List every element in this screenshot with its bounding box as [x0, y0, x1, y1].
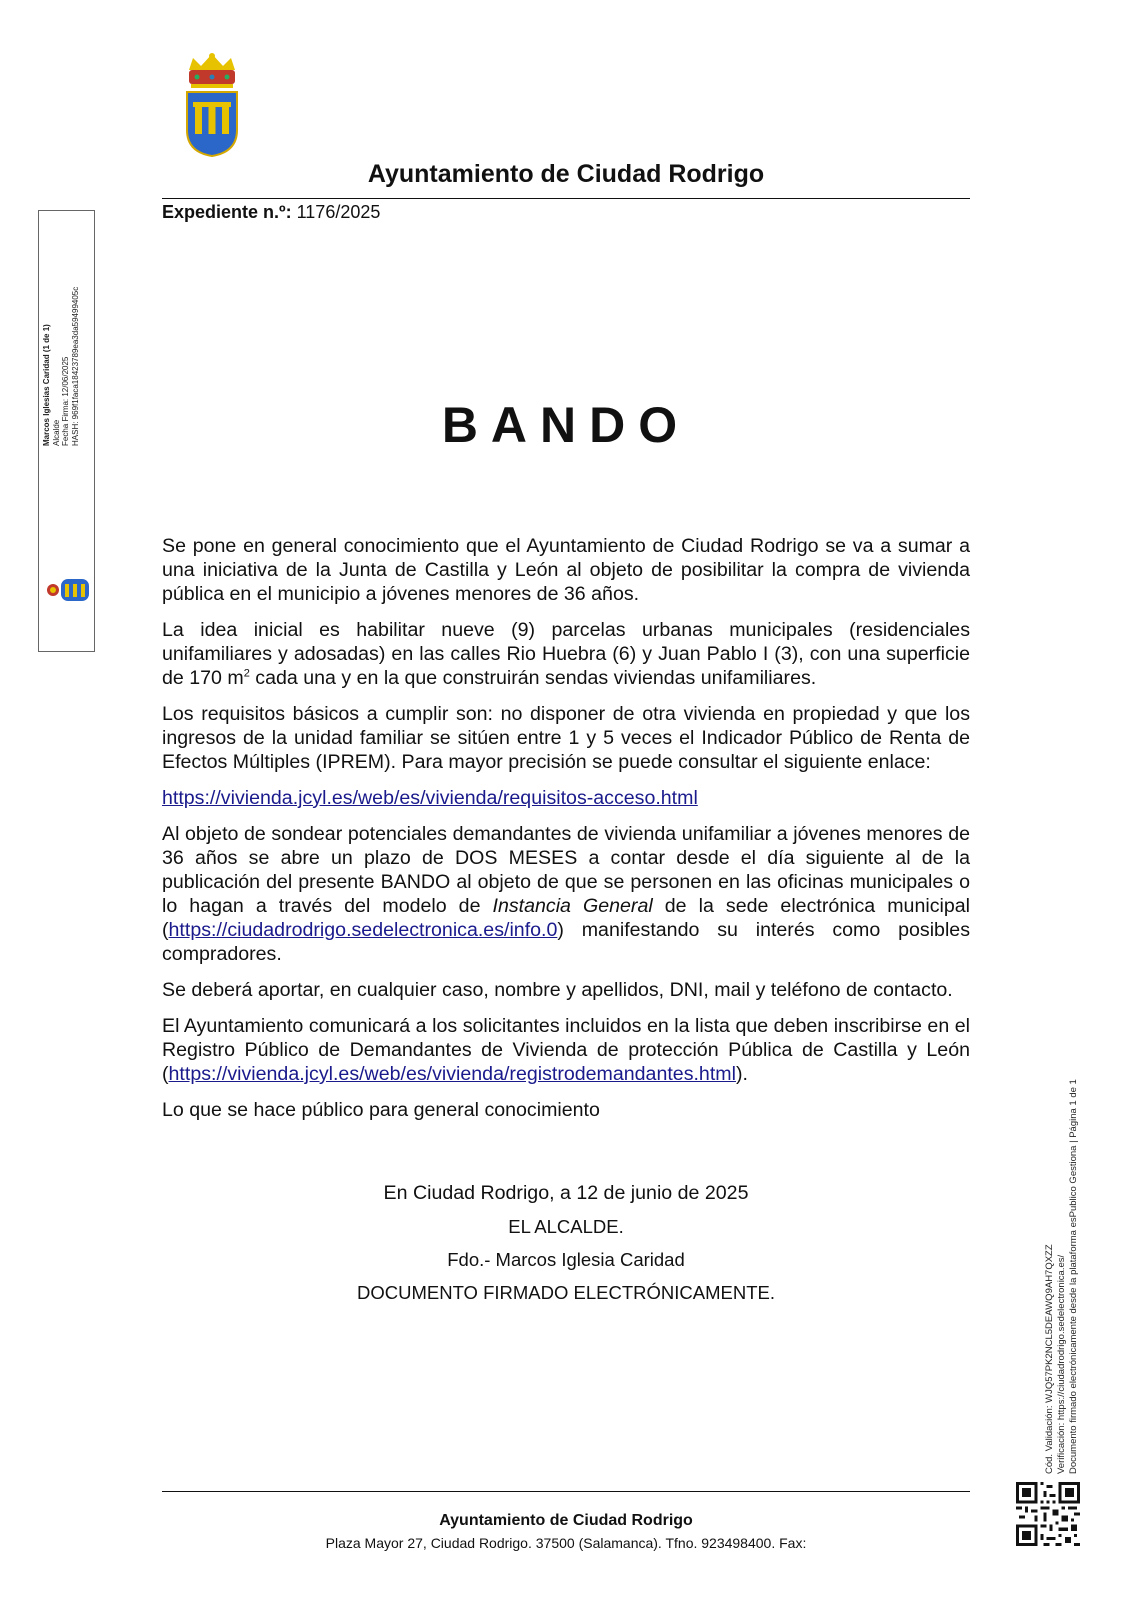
- expediente-value: 1176/2025: [296, 202, 381, 222]
- paragraph-7: Lo que se hace público para general conocimiento: [162, 1099, 600, 1121]
- expediente-line: [162, 202, 380, 223]
- coat-of-arms-icon: [183, 52, 241, 158]
- signer-role: EL ALCALDE.: [508, 1216, 624, 1237]
- header-divider: [162, 198, 970, 199]
- requisitos-acceso-link[interactable]: https://vivienda.jcyl.es/web/es/vivienda/requisitos-acceso.html: [162, 787, 698, 809]
- footer-divider: [162, 1491, 970, 1492]
- closing-block: [162, 1182, 970, 1315]
- paragraph-3: Los requisitos básicos a cumplir son: no disponer de otra vivienda en propiedad y que los ingresos de la unidad familiar se sitúen entre 1 y 5 veces el Indicador Público de Renta de Efectos Múltiples (IPREM). Para mayor precisión se puede consultar el siguiente enlace:: [162, 703, 970, 773]
- paragraph-2-part-b: cada una y en la que construirán sendas viviendas unifamiliares.: [249, 667, 817, 689]
- instancia-general-text: Instancia General: [492, 895, 653, 917]
- registro-demandantes-link[interactable]: https://vivienda.jcyl.es/web/es/vivienda/registrodemandantes.html: [168, 1063, 736, 1085]
- paragraph-6: [162, 1014, 970, 1086]
- signer-name: Fdo.- Marcos Iglesia Caridad: [447, 1249, 685, 1270]
- qr-code-icon[interactable]: [1016, 1482, 1080, 1546]
- paragraph-2: [162, 618, 970, 690]
- platform-note: Documento firmado electrónicamente desde la plataforma esPublico Gestiona | Página 1 de 1: [1068, 1079, 1079, 1474]
- signature-signer: Marcos Iglesias Caridad (1 de 1): [42, 324, 51, 446]
- sede-electronica-link[interactable]: https://ciudadrodrigo.sedelectronica.es/info.0: [168, 919, 558, 941]
- signature-stamp-box: [38, 210, 95, 652]
- expediente-label: Expediente n.º:: [162, 202, 292, 222]
- small-coat-of-arms-icon: [45, 576, 91, 604]
- footer-address: Plaza Mayor 27, Ciudad Rodrigo. 37500 (Salamanca). Tfno. 923498400. Fax:: [325, 1535, 807, 1551]
- paragraph-5: Se deberá aportar, en cualquier caso, nombre y apellidos, DNI, mail y teléfono de contacto.: [162, 979, 953, 1001]
- page-header-title: Ayuntamiento de Ciudad Rodrigo: [367, 160, 765, 188]
- paragraph-2-part-a: La idea inicial es habilitar nueve (9) parcelas urbanas municipales (residenciales unifamiliares y adosadas) en las calles Rio Huebra (6) y Juan Pablo I (3), con una superficie de 170 m: [162, 619, 970, 689]
- paragraph-6-part-b: ).: [735, 1063, 748, 1085]
- verification-text: [1044, 994, 1080, 1474]
- verification-url: Verificación: https://ciudadrodrigo.sedelectronica.es/: [1056, 1254, 1067, 1474]
- signature-hash: HASH: 969f1faca18423789ea3da59499405c: [70, 286, 80, 446]
- paragraph-4-part-a: Al objeto de sondear potenciales demandantes de vivienda unifamiliar a jóvenes menores de 36 años se abre un plazo de DOS MESES a contar desde el día siguiente al de la publicación del presente BANDO al objeto de que se personen en las oficinas municipales o lo hagan a través del modelo de: [162, 823, 970, 917]
- signature-stamp-text: [42, 246, 80, 446]
- place-date: En Ciudad Rodrigo, a 12 de junio de 2025: [383, 1182, 749, 1204]
- paragraph-1: Se pone en general conocimiento que el Ayuntamiento de Ciudad Rodrigo se va a sumar a una iniciativa de la Junta de Castilla y León al objeto de posibilitar la compra de vivienda pública en el municipio a jóvenes menores de 36 años.: [162, 535, 970, 605]
- paragraph-6-part-a: El Ayuntamiento comunicará a los solicitantes incluidos en la lista que deben inscribirse en el Registro Público de Demandantes de Vivienda de protección Pública de Castilla y León (: [162, 1015, 970, 1085]
- paragraph-4-part-c: ) manifestando su interés como posibles compradores.: [162, 919, 970, 965]
- footer-title: Ayuntamiento de Ciudad Rodrigo: [439, 1512, 693, 1529]
- signature-date: Fecha Firma: 12/06/2025: [61, 356, 70, 446]
- validation-code: Cód. Validación: WJQ57PK2NCL5DEAWQ9AH7QXZZ: [1044, 1244, 1055, 1474]
- paragraph-link: [162, 786, 970, 810]
- signature-role: Alcalde: [51, 419, 61, 446]
- electronic-signature-note: DOCUMENTO FIRMADO ELECTRÓNICAMENTE.: [357, 1282, 775, 1303]
- document-body: [162, 534, 970, 1134]
- superscript-2: 2: [243, 667, 250, 680]
- document-title: BANDO: [441, 397, 691, 453]
- paragraph-4-part-b: de la sede electrónica municipal (: [162, 895, 971, 941]
- paragraph-4: [162, 822, 970, 966]
